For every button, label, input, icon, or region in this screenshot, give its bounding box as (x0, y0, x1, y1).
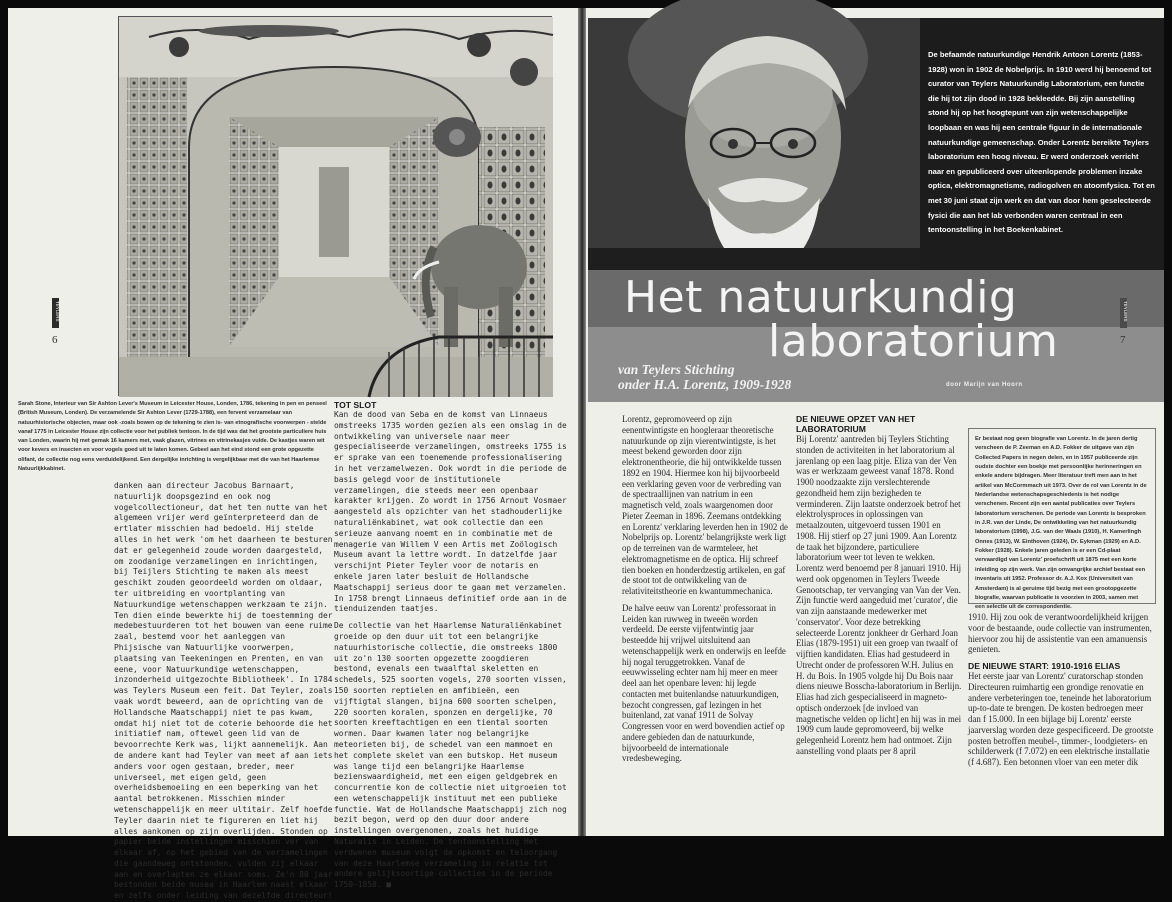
spine-gutter (578, 8, 586, 836)
right-column-2 (796, 414, 962, 832)
section-heading: TOT SLOT (334, 400, 377, 410)
subtitle (618, 362, 791, 392)
paragraph: danken aan directeur Jacobus Barnaart, natuurlijk doopsgezind en ook nog vogelcollectioneur, dat het ten nutte van het algemeen vrijer werd geïnterpreteerd dan de ertlater misschien had bedoeld. Hij stelde alles in het werk 'om het daarheen te besturen dat er gelegenheid zoude worden daargesteld, om zoodanige verzamelingen en inrichtingen, bij Teijlers Stichting te maken als meest geschikt zouden geoordeeld worden om oldaar, ter uitbreiding en voortplanting van Natuurkundige wetenschappen werkzaam te zijn. Ten dien einde bewerkte hij de toestemming der medebestuurderen tot het bouwen van eene ruime zaal, bestemd voor het aanleggen van Phijsische van Natuurlijke voorwerpen, plaatsing van Teekeningen en Prenten, en van eene, voor Natuurkundige wetenschappen, inzonderheid uitgezochte Bibliotheek'. In 1784 was Teylers Museum een feit. Dat Teyler, zoals vaak wordt beweerd, aan de oprichting van de Hollandsche Maatschappij niet te pas kwam, omdat hij niet tot de coterie behoorde die het initiatief nam, oftewel geen lid van de bevoorrechte Kerk was, lijkt aannemelijk. Aan de andere kant had Teyler van meet af aan iets anders voor ogen gestaan, breder, meer universeel, met eigen geld, geen overheidsbemoeiing en een beperking van het aantal betrokkenen. Misschien minder wetenschappelijk en meer ultitair. Zelf hoefde Teyler daarin niet te figureren en liet hij alles aankomen op zijn overlijden. Stonden op papier beide instellingen misschien ver van elkaar af, op het gebied van de verzamelingen die gaandeweg ontstonden, vulden zij elkaar aan en overlapten ze elkaar soms. Ze'n 80 jaar bestonden beide musea in Haarlem naast elkaar en zelfs onder leiding van dezelfde directeur! (114, 481, 333, 901)
lorentz-portrait-photo (588, 18, 920, 270)
brand-tab-label: TEYLERS (1123, 301, 1128, 322)
teylers-brand-tab (52, 298, 59, 328)
author-byline: door Marijn van Hoorn (946, 382, 1023, 388)
right-column-3 (968, 612, 1156, 832)
paragraph: Kan de dood van Seba en de komst van Linnaeus omstreeks 1735 worden gezien als een omslag in de ontwikkeling van universele naar meer gespecialiseerde verzamelingen, omstreeks 1755 is er sprake van een toenemende professionalisering in het verzamelwezen. Ook wordt in die periode de basis gelegd voor de institutionele verzamelingen, die steeds meer een openbaar karakter krijgen. Zo wordt in 1756 Arnout Vosmaer aangesteld als opzichter van het stadhouderlijke naturaliënkabinet, wat ook collectie dan een serieuze aanvang noemt en in combinatie met de menagerie van Willem V een Artis met Zoölogisch Museum avant la lettre wordt. In datzelfde jaar verschijnt Pieter Teyler voor de notaris en enkele jaren later besluit de Hollandsche Maatschappij serieus door te gaan met verzamelen. In 1758 brengt Linnaeus definitief orde aan in de tienduizenden taatjes. (334, 410, 567, 614)
literature-sidebox (968, 428, 1156, 611)
left-column-1 (114, 481, 336, 901)
right-column-1 (622, 414, 788, 832)
right-page (586, 8, 1164, 836)
left-column-2 (334, 400, 568, 890)
section-heading: DE NIEUWE START: 1910-1916 ELIAS (968, 661, 1121, 671)
teylers-brand-tab (1120, 298, 1127, 328)
paragraph: Bij Lorentz' aantreden bij Teylers Stichting stonden de activiteiten in het laboratorium al jarenlang op een laag pitje. Eliza van der Ven was er werkzaam geweest vanaf 1878. Rond 1900 noodzaakte zijn verslechterende gezondheid hem zijn bezigheden te verminderen. Zijn laatste onderzoek betrof het elektrolysproces in oplossingen van metaalzouten, uitgevoerd tussen 1901 en 1908. Hij stierf op 27 juni 1909. Aan Lorentz de taak het bijzondere, particuliere laboratorium weer tot leven te wekken. Lorentz werd benoemd per 8 januari 1910. Hij werd ook opgenomen in Teylers Tweede Genootschap, ter vervanging van Van der Ven. Zijn functie werd aangeduid met 'curator', die van zijn aanstaande medewerker met 'conservator'. Voor deze betrekking selecteerde Lorentz jonkheer dr Gerhard Joan Elias (1879-1951) uit een groep van twaalf of vijftien kandidaten. Elias had gestudeerd in Utrecht onder de professoren W.H. Julius en H. du Bois. In 1905 volgde hij Du Bois naar diens nieuwe Bosscha-laboratorium in Berlijn. Elias had zich gespecialiseerd in magneto-optisch onderzoek [de invloed van magnetische velden op licht] en hij was in mei 1909 cum laude gepromoveerd, bij welke gelegenheid Lorentz hem had ontmoet. Zijn aanstelling vond plaats per 8 april (796, 434, 962, 756)
brand-tab-label: TEYLERS (55, 301, 60, 322)
intro-panel (920, 18, 1164, 270)
page-number: 7 (1120, 334, 1126, 346)
image-caption: Sarah Stone, Interieur van Sir Ashton Lever's Museum in Leicester House, Londen, 1786, tekening in pen en penseel (British Museum, Londen). De verzamelende Sir Ashton Lever (1729-1788), een fervent verzamelaar van natuurhistorische objecten, maar ook -zoals bowen op de tekening te zien is- van etnografische voorwerpen - stelde vanaf 1775 in Leicester House zijn collectie voor het publiek tentoon. In de tijd was dat het grootste particuliere huis van Londen, waarin hij met gemak 16 kamers met, vaak glazen, vitrines en vitrinekasjes vulde. De kastjes waren wit voor kevers en insecten en voor vogels goed uit te laten komen. Gebeel aan het eind stond een grote opgezette olifant, de collectie nog eens verduidelijkend. Een dergelijke inrichting is vergelijkbaar met die van het Haarlemse Natuurlijkkabinet. (18, 401, 327, 473)
subtitle-line-1: van Teylers Stichting (618, 362, 735, 377)
section-heading: DE NIEUWE OPZET VAN HET LABORATORIUM (796, 414, 916, 434)
sidebox-text: Er bestaat nog geen biografie van Lorentz. In de jaren dertig verscheen de P. Zeeman en A.D. Fokker de uitgave van zijn Collected Papers in negen delen, en in 1957 publiceerde zijn oudste dochter een boekje met persoonlijke herinneringen en enkele andere bijdragen. Meer literatuur treft men aan in het artikel van McCormmach uit 1973. Over de rol van Lorentz in de Nederlandse wetenschapsgeschiedenis is het nodige verschenen. Recent zijn een aantal publicaties over Teylers laboratorium verschenen. De periode van Lorentz is besproken in J.R. van der Linde, De ontwikkeling van het natuurkundig laboratorium (1998), J.G. van der Waals (1910), H. Kamerlingh Onnes (1913), W. Einthoven (1924), Dr. Eykman (1929) en A.D. Fokker (1928). Enkele jaren geleden is er een Cd-plaat vervaardigd van Lorentz' proefschrift uit 1875 met een korte inleiding op zijn werk. Van zijn omvangrijke archief bestaat een inventaris uit 1952. Professor dr. A.J. Kox (Universiteit van Amsterdam) is al geruime tijd bezig met een grootopgezette biografie, waarvan publicatie is voorzien in 2003, samen met een selectie uit de correspondentie. (975, 436, 1147, 611)
subtitle-line-2: onder H.A. Lorentz, 1909-1928 (618, 377, 792, 392)
left-page (8, 8, 578, 901)
museum-interior-engraving (118, 16, 552, 396)
title-band (588, 270, 1164, 402)
paragraph: De collectie van het Haarlemse Naturaliënkabinet groeide op den duur uit tot een belangrijke natuurhistorische collectie, die omstreeks 1800 uit zo'n 130 soorten opgezette zoogdieren bestond, evenals een twaalftal skeletten en schedels, 525 soorten vogels, 270 soorten vissen, 150 soorten reptielen en amfibieën, een vijftigtal slangen, bijna 600 soorten schelpen, 220 soorten koralen, sponzen en dergelijke, 70 soorten kreeftachtigen en een tiental soorten wormen. Daar kwamen later nog belangrijke meteorieten bij, de schedel van een mammoet en het complete skelet van een butskop. Het museum was lange tijd een belangrijke Haarlemse bezienswaardigheid, met een eigen geldgebrek en concurrentie kon de collectie niet uitgroeien tot een wetenschappelijk instituut met een publieke functie. Wat de Hollandsche Maatschappij zich nog bezit begon, werd op den duur door andere instellingen overgenomen, zoals het huidige Naturalis in Leiden. De tentoonstelling Het verdwenen museum volgt de opkomst en teloorgang van deze Haarlemse verzameling in relatie tot andere gelijksoortige collecties in de periode 1750-1850. ■ (334, 621, 567, 890)
title-line-2: laboratorium (768, 316, 1059, 367)
paragraph: De halve eeuw van Lorentz' professoraat in Leiden kan ruwweg in tweeën worden verdeeld. De eerste vijfentwintig jaar besteedde hij vrijwel uitsluitend aan wetenschappelijk werk en onderwijs en leefde hij nogal teruggetrokken. Vanaf de eeuwwisseling echter nam hij meer en meer deel aan het openbare leven: hij legde contacten met buitenlandse natuurkundigen, bezocht congressen, gaf lezingen in het buitenland, zat vanaf 1911 de Solvay Congressen voor en werd bovendien actief op andere gebieden dan de natuurkunde, bijvoorbeeld de internationale vredesbeweging. (622, 602, 786, 764)
title-line-1: Het natuurkundig (624, 272, 1018, 323)
intro-text: De befaamde natuurkundige Hendrik Antoon Lorentz (1853-1928) won in 1902 de Nobelprijs. In 1910 werd hij benoemd tot curator van Teylers Natuurkundig Laboratorium, een functie die hij tot zijn dood in 1928 bekleedde. Bij zijn aanstelling stond hij op het hoogtepunt van zijn wetenschappelijke loopbaan en was hij een centrale figuur in de internationale natuurkundige gemeenschap. Onder Lorentz bereikte Teylers laboratorium een hoog niveau. Er werd onderzoek verricht naar en gepubliceerd over uiteenlopende problemen inzake optica, elektromagnetisme, radiogolven en atoomfysica. Tot en met 30 juni staat zijn werk en dat van door hem geselecteerde fysici die aan het lab verbonden waren centraal in een tentoonstelling in het Boekenkabinet. (928, 50, 1155, 235)
paragraph: 1910. Hij zou ook de verantwoordelijkheid krijgen voor de bestaande, oude collectie van instrumenten, hiervoor zou hij de assistentie van een amanuensis genieten. (968, 612, 1152, 655)
page-number: 6 (52, 334, 58, 346)
paragraph: Het eerste jaar van Lorentz' curatorschap stonden Directeuren ruimhartig een grondige renovatie en andere verbeteringen toe, teneinde het laboratorium up-to-date te brengen. De kosten bedroegen meer dan f 15.000. In een bijlage bij Lorentz' eerste jaarverslag worden deze gespecificeerd. De grootste posten betroffen meubel-, timmer-, loodgieters- en schilderwerk (f 7.072) en een elektrische installatie (f 4.687). Een betonnen vloer van een meter dik (968, 671, 1154, 767)
paragraph: Lorentz, gepromoveerd op zijn eenentwintigste en hoogleraar theoretische natuurkunde op zijn vierentwintigste, is het meest bekend geworden door zijn elektronentheorie, die hij ontwikkelde tussen 1892 en 1904. Hiermee kon hij bijvoorbeeld een verklaring geven voor de verbreding van de spectraallijnen van natrium in een magnetisch veld, zoals waargenomen door Pieter Zeeman in 1896. Zeemans ontdekking en Lorentz' verklaring leverden hen in 1902 de Nobelprijs op. Lorentz' belangrijkste werk ligt op de terreinen van de warmteleer, het elektromagnetisme en de optica. Hij schreef tien boeken en honderdzestig artikelen, en gaf de stoot tot de ontwikkeling van de relativiteitstheorie en kwantummechanica. (622, 414, 788, 596)
